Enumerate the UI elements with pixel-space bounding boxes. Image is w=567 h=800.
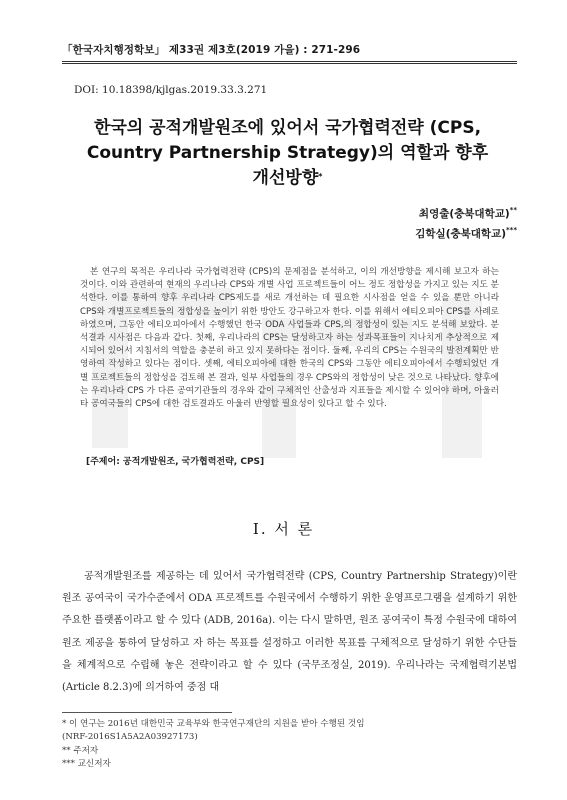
title-footnote-mark: * <box>318 172 323 181</box>
footnote-rule <box>62 712 232 713</box>
footnote-1-cont: (NRF-2016S1A5A2A03927173) <box>62 732 198 743</box>
author-2-name: 김학실(충북대학교) <box>415 228 507 240</box>
footnote-2: ** 주저자 <box>62 745 99 756</box>
footnotes <box>62 718 517 772</box>
abstract-box <box>62 258 517 472</box>
section-heading: Ⅰ. 서 론 <box>252 520 315 538</box>
author-1-mark: ** <box>509 206 517 214</box>
body-paragraph: 공적개발원조를 제공하는 데 있어서 국가협력전략 (CPS, Country Partnership Strategy)이란 원조 공여국이 국가수준에서 ODA 프로젝트를 수원국에서 수행하기 위한 운영프로그램을 설계하기 위한 주요한 플랫폼이라고 할 수 있다 (ADB, 2016a). 이는 다시 말하면, 원조 공여국이 특정 수원국에 대하여 원조 제공을 통하여 달성하고 자 하는 목표를 설정하고 이러한 목표를 구체적으로 달성하기 위한 수단들을 체계적으로 수립해 놓은 전략이라고 할 수 있다 (국무조정실, 2019). 우리나라는 국제협력기본법 (Article 8.2.3)에 의거하여 중점 대 <box>62 571 517 694</box>
keywords: [주제어: 공적개발원조, 국가협력전략, CPS] <box>86 457 265 467</box>
journal-citation: 「한국자치행정학보」 제33권 제3호(2019 가을) : 271-296 <box>62 44 361 56</box>
header-rule-bottom <box>62 63 517 64</box>
abstract-text: 본 연구의 목적은 우리나라 국가협력전략 (CPS)의 문제점을 분석하고, 이의 개선방향을 제시해 보고자 하는 것이다. 이와 관련하여 현재의 우리나라 CPS와 개별 사업 프로젝트들이 어느 정도 정합성을 가지고 있는 지도 분석한다. 이를 통하여 향후 우리나라 CPS제도를 새로 개선하는 데 필요한 시사점을 얻을 수 있을 뿐만 아니라 CPS와 개별프로젝트들의 정합성을 높이기 위한 방안도 강구하고자 한다. 이를 위해서 에티오피아 CPS를 사례로 하였으며, 그동안 에티오피아에서 수행했던 한국 ODA 사업들과 CPS,의 정합성이 있는 지도 분석해 보았다. 분석결과 시사점은 다음과 같다. 첫째, 우리나라의 CPS는 달성하고자 하는 성과목표들이 지나치게 추상적으로 제시되어 있어서 지침서의 역할을 충분히 하고 있지 못하다는 점이다. 둘째, 우리의 CPS는 수원국의 발전계획만 반영하여 작성하고 있다는 점이다. 셋째, 에티오피아에 대한 한국의 CPS와 그동안 에티오피아에서 수행되었던 개별 프로젝트들의 정합성을 검토해 본 결과, 일부 사업들의 경우 CPS와의 정합성이 낮은 것으로 나타났다. 향후에는 우리나라 CPS 가 다른 공여기관들의 경우와 같이 구체적인 산출성과 지표들을 제시할 수 있어야 하며, 아울러 타 공여국들의 CPS에 대한 검토결과도 아울러 반영할 필요성이 있다고 할 수 있다. <box>80 267 499 410</box>
title-line-3: 개선방향* <box>252 168 323 188</box>
title-line-2: Country Partnership Strategy)의 역할과 향후 <box>86 143 489 163</box>
paper-title <box>58 116 517 191</box>
author-2 <box>415 226 517 241</box>
doi: DOI: 10.18398/kjlgas.2019.33.3.271 <box>74 84 268 96</box>
footnote-3: *** 교신저자 <box>62 759 111 770</box>
author-1-name: 최영출(충북대학교) <box>418 208 510 220</box>
author-2-mark: *** <box>506 226 517 234</box>
footnote-1: * 이 연구는 2016년 대한민국 교육부와 한국연구재단의 지원을 받아 수행된 것임 <box>62 719 365 729</box>
header-rule-top <box>62 61 517 62</box>
title-line-1: 한국의 공적개발원조에 있어서 국가협력전략 (CPS, <box>93 118 482 138</box>
author-1 <box>419 206 517 221</box>
